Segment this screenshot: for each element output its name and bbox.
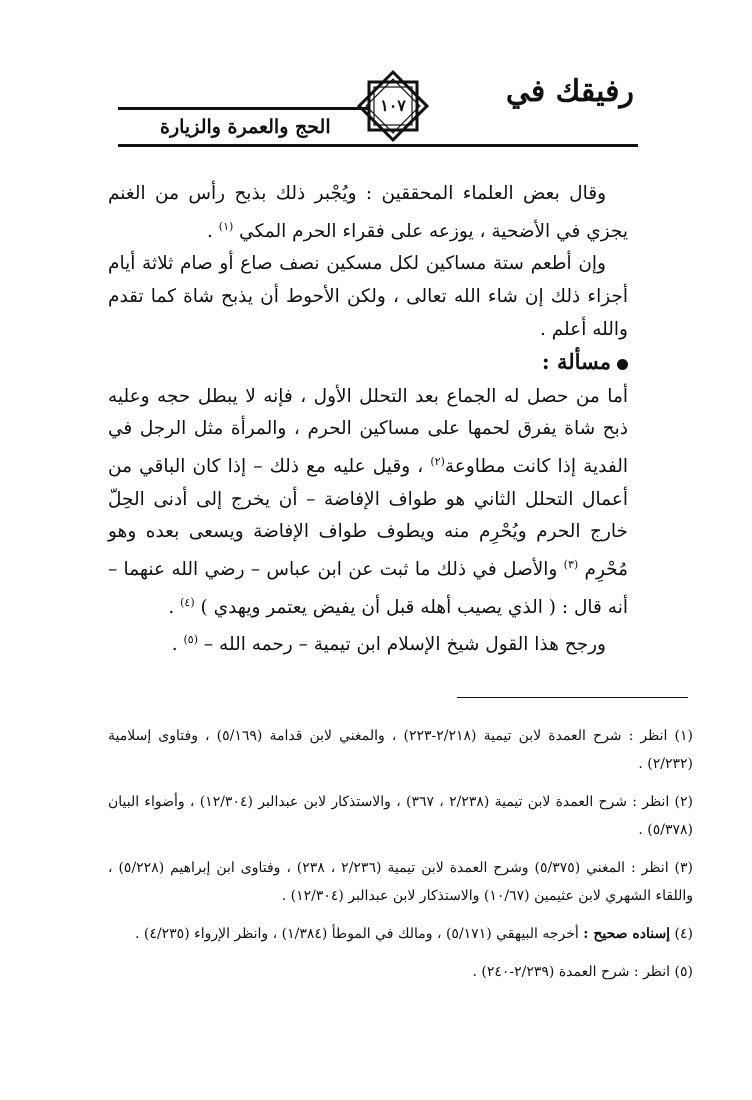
- closing-paragraph: ورجح هذا القول شيخ الإسلام ابن تيمية – رحمه الله – $^{(٥)}$ .: [171, 633, 606, 656]
- bullet-icon: [617, 359, 628, 370]
- paragraph: وقال بعض العلماء المحققين : ويُجْبر ذلك بذبح رأس من الغنم يجزي في الأضحية ، يوزعه على فقراء الحرم المكي $^{(١)}$ .: [108, 183, 628, 242]
- footnote-2: (٢) انظر : شرح العمدة لابن تيمية (٢/٢٣٨ ، ٣٦٧) ، والاستذكار لابن عبدالبر (١٢/٣٠٤) ، وأضواء البيان (٥/٣٧٨) .: [108, 794, 693, 838]
- page-number: ١٠٧: [380, 96, 406, 115]
- page-number-badge: [355, 68, 431, 144]
- paragraph: وإن أطعم ستة مساكين لكل مسكين نصف صاع أو صام ثلاثة أيام أجزاء ذلك إن شاء الله تعالى ، ولكن الأحوط أن يذبح شاة كما تقدم والله أعلم .: [108, 253, 628, 340]
- main-text: [108, 178, 628, 662]
- footnote-3: (٣) انظر : المغني (٥/٣٧٥) وشرح العمدة لابن تيمية (٢/٢٣٦ ، ٢٣٨) ، وفتاوى ابن إبراهيم (٥/٢٢٨) ، واللقاء الشهري لابن عثيمين (١٠/٦٧) والاستذكار لابن عبدالبر (١٢/٣٠٤) .: [108, 860, 694, 904]
- footnote-ref: (١): [218, 219, 234, 233]
- question-heading: مسألة :: [108, 346, 628, 381]
- header-book-title: رفيقك في: [505, 74, 634, 109]
- footnote-separator: [457, 697, 688, 698]
- header-book-subtitle: الحج والعمرة والزيارة: [160, 116, 331, 138]
- footnote-ref: (٥): [183, 633, 198, 647]
- header-rule-bottom: [118, 144, 638, 147]
- footnotes: [108, 722, 693, 992]
- footnote-4: (٤) إسناده صحيح : أخرجه البيهقي (٥/١٧١) ، ومالك في الموطأ (١/٣٨٤) ، وانظر الإرواء (٤/٢٣٥) .: [135, 926, 693, 942]
- header-rule-top: [118, 107, 368, 110]
- footnote-5: (٥) انظر : شرح العمدة (٢/٢٣٩-٢٤٠) .: [472, 964, 693, 980]
- footnote-ref: (٤): [180, 595, 195, 609]
- footnote-ref: (٣): [563, 557, 579, 571]
- question-paragraph: أما من حصل له الجماع بعد التحلل الأول ، فإنه لا يبطل حجه وعليه ذبح شاة يفرق لحمها على مساكين الحرم ، والمرأة مثل الرجل في الفدية إذا كانت مطاوعة$^{(٢)}$ ، وقيل عليه مع ذلك – إذا كان الباقي من أعمال التحلل الثاني هو طواف الإفاضة – أن يخرج إلى أدنى الحِلّ خارج الحرم ويُحْرِم منه ويطوف طواف الإفاضة ويسعى بعده وهو مُحْرِم $^{(٣)}$ والأصل في ذلك ما ثبت عن ابن عباس – رضي الله عنهما – أنه قال : ( الذي يصيب أهله قبل أن يفيض يعتمر ويهدي ) $^{(٤)}$ .: [108, 385, 628, 618]
- footnote-1: (١) انظر : شرح العمدة لابن تيمية (٢/٢١٨-٢٢٣) ، والمغني لابن قدامة (٥/١٦٩) ، وفتاوى إسلامية (٢/٢٣٢) .: [108, 728, 693, 772]
- footnote-ref: (٢): [430, 454, 445, 468]
